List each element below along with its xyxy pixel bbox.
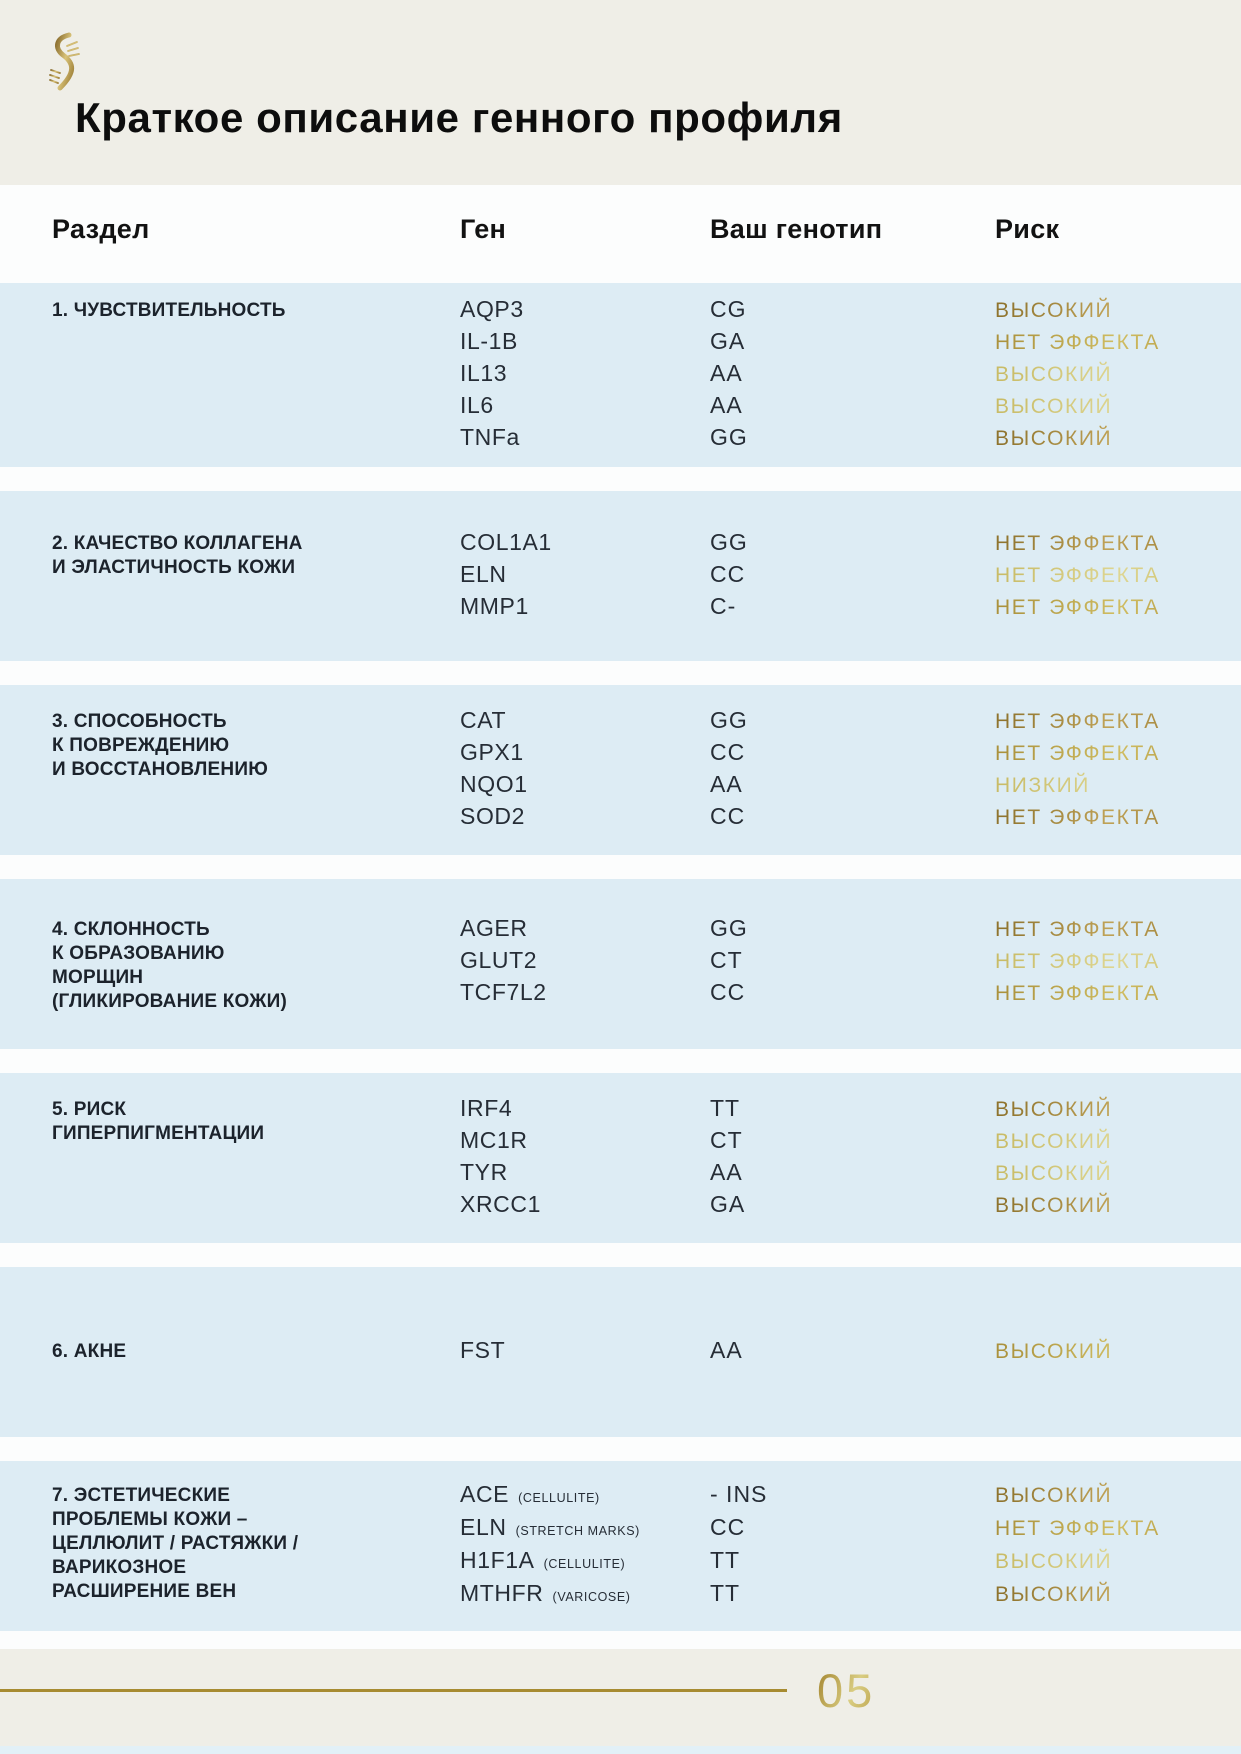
risk-value: НЕТ ЭФФЕКТА	[995, 707, 1201, 736]
footer-divider-line	[0, 1689, 787, 1692]
section-rows	[460, 1094, 1201, 1222]
genotype-value: CC	[710, 1514, 746, 1540]
gene-row	[460, 1480, 1201, 1513]
gene-name: AGER	[460, 915, 528, 941]
column-header-section: Раздел	[52, 213, 150, 244]
section-block	[0, 491, 1241, 661]
section-block	[0, 283, 1241, 467]
column-header-gene: Ген	[460, 213, 507, 244]
risk-value: НЕТ ЭФФЕКТА	[995, 803, 1201, 832]
section-label: 6. АКНЕ	[52, 1341, 127, 1362]
bottom-accent-strip	[0, 1746, 1241, 1754]
section-rows	[460, 295, 1201, 455]
gene-row	[460, 1126, 1201, 1158]
section-block	[0, 685, 1241, 855]
risk-value: НЕТ ЭФФЕКТА	[995, 915, 1201, 944]
gene-name: AQP3	[460, 296, 524, 322]
gene-name: COL1A1	[460, 529, 552, 555]
genotype-value: AA	[710, 392, 743, 418]
genotype-value: TT	[710, 1095, 741, 1121]
genotype-value: GA	[710, 1191, 746, 1217]
genotype-value: CG	[710, 296, 747, 322]
genotype-value: CC	[710, 979, 746, 1005]
risk-value: ВЫСОКИЙ	[995, 424, 1201, 453]
section-block	[0, 879, 1241, 1049]
gene-row	[460, 423, 1201, 455]
section-block	[0, 1073, 1241, 1243]
gene-row	[460, 391, 1201, 423]
gene-name: IRF4	[460, 1095, 513, 1121]
gene-name: IL13	[460, 360, 508, 386]
genotype-value: TT	[710, 1547, 741, 1573]
section-block	[0, 1461, 1241, 1631]
risk-value: НЕТ ЭФФЕКТА	[995, 947, 1201, 976]
genotype-value: GG	[710, 424, 748, 450]
risk-value: НЕТ ЭФФЕКТА	[995, 979, 1201, 1008]
gene-name: MTHFR	[460, 1580, 544, 1606]
gene-name: NQO1	[460, 771, 528, 797]
page-title: Краткое описание генного профиля	[75, 94, 843, 141]
sections	[0, 283, 1241, 1631]
gene-name: TYR	[460, 1159, 508, 1185]
risk-value: ВЫСОКИЙ	[995, 1580, 1201, 1609]
risk-value: ВЫСОКИЙ	[995, 392, 1201, 421]
footer-gap	[0, 1631, 1241, 1649]
gene-row	[460, 327, 1201, 359]
gene-row	[460, 1546, 1201, 1579]
gene-note: (VARICOSE)	[548, 1590, 631, 1604]
gene-row	[460, 946, 1201, 978]
genotype-value: GG	[710, 707, 748, 733]
table-header-row	[0, 185, 1241, 283]
risk-value: НЕТ ЭФФЕКТА	[995, 561, 1201, 590]
gene-name: GLUT2	[460, 947, 538, 973]
gene-row	[460, 1190, 1201, 1222]
gene-name: ELN	[460, 561, 507, 587]
genotype-value: GG	[710, 915, 748, 941]
gene-row	[460, 770, 1201, 802]
genotype-value: GA	[710, 328, 746, 354]
risk-value: ВЫСОКИЙ	[995, 1481, 1201, 1510]
gene-row	[460, 1094, 1201, 1126]
gene-name: H1F1A	[460, 1547, 535, 1573]
risk-value: ВЫСОКИЙ	[995, 1337, 1201, 1366]
genotype-value: AA	[710, 360, 743, 386]
gene-name: SOD2	[460, 803, 526, 829]
risk-value: ВЫСОКИЙ	[995, 1095, 1201, 1124]
genotype-value: AA	[710, 1159, 743, 1185]
risk-value: НЕТ ЭФФЕКТА	[995, 739, 1201, 768]
genotype-value: GG	[710, 529, 748, 555]
gene-name: ACE	[460, 1481, 510, 1507]
section-rows	[460, 1336, 1201, 1368]
genotype-value: AA	[710, 1337, 743, 1363]
section-label: 2. КАЧЕСТВО КОЛЛАГЕНА И ЭЛАСТИЧНОСТЬ КОЖИ	[52, 533, 303, 578]
gene-row	[460, 560, 1201, 592]
gene-row	[460, 1579, 1201, 1612]
gene-name: MC1R	[460, 1127, 528, 1153]
section-label: 4. СКЛОННОСТЬ К ОБРАЗОВАНИЮ МОРЩИН (ГЛИКИРОВАНИЕ КОЖИ)	[52, 919, 287, 1012]
gene-row	[460, 1336, 1201, 1368]
genotype-value: CC	[710, 803, 746, 829]
risk-value: ВЫСОКИЙ	[995, 1159, 1201, 1188]
risk-value: ВЫСОКИЙ	[995, 1191, 1201, 1220]
section-label: 3. СПОСОБНОСТЬ К ПОВРЕЖДЕНИЮ И ВОССТАНОВЛЕНИЮ	[52, 711, 268, 780]
risk-value: НЕТ ЭФФЕКТА	[995, 328, 1201, 357]
genotype-value: TT	[710, 1580, 741, 1606]
genotype-value: CC	[710, 739, 746, 765]
section-block	[0, 1267, 1241, 1437]
section-rows	[460, 914, 1201, 1010]
gene-row	[460, 592, 1201, 624]
dna-helix-icon	[46, 32, 82, 97]
genotype-value: C-	[710, 593, 737, 619]
gene-row	[460, 295, 1201, 327]
gene-name: FST	[460, 1337, 506, 1363]
gene-name: IL6	[460, 392, 494, 418]
gene-row	[460, 528, 1201, 560]
genotype-value: - INS	[710, 1481, 768, 1507]
gene-name: CAT	[460, 707, 507, 733]
report-header	[0, 0, 1241, 185]
genotype-value: CC	[710, 561, 746, 587]
gene-row	[460, 738, 1201, 770]
gene-row	[460, 706, 1201, 738]
section-label: 7. ЭСТЕТИЧЕСКИЕ ПРОБЛЕМЫ КОЖИ – ЦЕЛЛЮЛИТ / РАСТЯЖКИ / ВАРИКОЗНОЕ РАСШИРЕНИЕ ВЕН	[52, 1485, 299, 1602]
risk-value: НЕТ ЭФФЕКТА	[995, 529, 1201, 558]
gene-row	[460, 802, 1201, 834]
section-rows	[460, 1480, 1201, 1612]
risk-value: ВЫСОКИЙ	[995, 1547, 1201, 1576]
report-footer	[0, 1649, 1241, 1754]
risk-value: ВЫСОКИЙ	[995, 360, 1201, 389]
gene-note: (STRETCH MARKS)	[511, 1524, 640, 1538]
section-rows	[460, 706, 1201, 834]
risk-value: НЕТ ЭФФЕКТА	[995, 593, 1201, 622]
gene-name: XRCC1	[460, 1191, 541, 1217]
gene-row	[460, 1513, 1201, 1546]
section-label: 5. РИСК ГИПЕРПИГМЕНТАЦИИ	[52, 1099, 265, 1144]
page-number: 05	[817, 1664, 876, 1717]
gene-name: GPX1	[460, 739, 524, 765]
column-header-risk: Риск	[995, 213, 1060, 244]
gene-row	[460, 1158, 1201, 1190]
column-header-genotype: Ваш генотип	[710, 213, 883, 244]
section-rows	[460, 528, 1201, 624]
genotype-value: CT	[710, 947, 743, 973]
risk-value: ВЫСОКИЙ	[995, 296, 1201, 325]
gene-name: IL-1B	[460, 328, 518, 354]
gene-name: TNFa	[460, 424, 520, 450]
gene-note: (CELLULITE)	[514, 1491, 600, 1505]
gene-row	[460, 359, 1201, 391]
genotype-value: AA	[710, 771, 743, 797]
section-label: 1. ЧУВСТВИТЕЛЬНОСТЬ	[52, 300, 286, 321]
gene-row	[460, 978, 1201, 1010]
gene-name: ELN	[460, 1514, 507, 1540]
gene-row	[460, 914, 1201, 946]
gene-name: TCF7L2	[460, 979, 547, 1005]
risk-value: НИЗКИЙ	[995, 771, 1201, 800]
genotype-value: CT	[710, 1127, 743, 1153]
risk-value: ВЫСОКИЙ	[995, 1127, 1201, 1156]
gene-note: (CELLULITE)	[539, 1557, 626, 1571]
risk-value: НЕТ ЭФФЕКТА	[995, 1514, 1201, 1543]
gene-name: MMP1	[460, 593, 529, 619]
